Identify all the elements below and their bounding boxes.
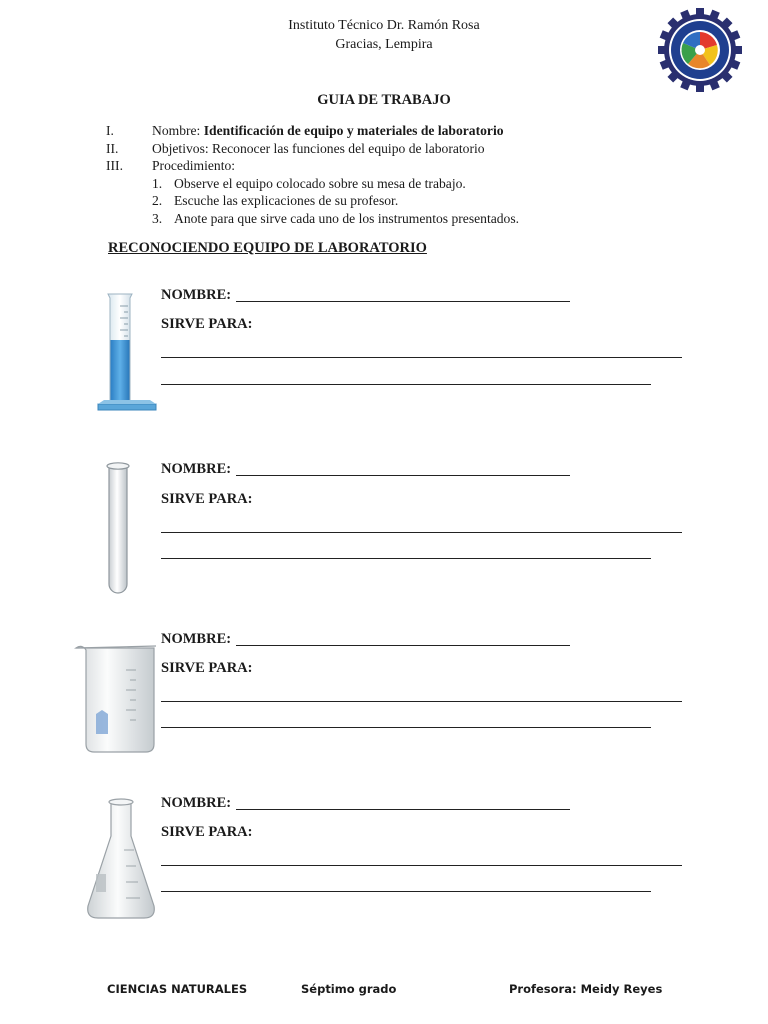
name-answer-line[interactable] [236, 645, 570, 646]
list-item [106, 122, 519, 140]
section-title: RECONOCIENDO EQUIPO DE LABORATORIO [108, 240, 427, 256]
graduated-cylinder-icon [94, 290, 160, 414]
step-item [106, 175, 519, 193]
purpose-answer-line[interactable] [161, 865, 682, 866]
topic-name: Identificación de equipo y materiales de laboratorio [203, 123, 504, 138]
list-number: II. [106, 140, 119, 156]
page-title: GUIA DE TRABAJO [317, 92, 451, 108]
footer-subject: CIENCIAS NATURALES [107, 982, 248, 996]
list-item [106, 140, 519, 158]
beaker-icon [72, 640, 162, 756]
list-label: Objetivos: Reconocer las funciones del equipo de laboratorio [152, 140, 485, 156]
test-tube-icon [100, 460, 136, 596]
purpose-answer-line[interactable] [161, 701, 682, 702]
purpose-label: SIRVE PARA: [161, 824, 253, 840]
step-text: Escuche las explicaciones de su profesor. [174, 193, 399, 209]
objectives-list [106, 122, 519, 228]
name-answer-line[interactable] [236, 475, 570, 476]
erlenmeyer-flask-icon [80, 796, 162, 926]
purpose-answer-line[interactable] [161, 532, 682, 533]
purpose-label: SIRVE PARA: [161, 316, 253, 332]
step-text: Observe el equipo colocado sobre su mesa de trabajo. [174, 175, 466, 191]
school-logo [658, 8, 742, 92]
name-label: NOMBRE: [161, 795, 232, 811]
step-text: Anote para que sirve cada uno de los instrumentos presentados. [174, 210, 520, 226]
institution-location: Gracias, Lempira [335, 37, 433, 52]
footer-grade: Séptimo grado [301, 982, 397, 996]
step-number: 1. [152, 175, 163, 191]
list-number: III. [106, 158, 123, 174]
name-label: NOMBRE: [161, 287, 232, 303]
list-label: Nombre: [152, 123, 204, 138]
purpose-label: SIRVE PARA: [161, 660, 253, 676]
name-label: NOMBRE: [161, 461, 232, 477]
purpose-label: SIRVE PARA: [161, 491, 253, 507]
list-item [106, 157, 519, 175]
purpose-answer-line[interactable] [161, 727, 651, 728]
institution-name: Instituto Técnico Dr. Ramón Rosa [288, 18, 480, 33]
step-item [106, 192, 519, 210]
name-answer-line[interactable] [236, 301, 570, 302]
purpose-answer-line[interactable] [161, 384, 651, 385]
list-label: Procedimiento: [152, 158, 236, 174]
step-item [106, 210, 519, 228]
list-number: I. [106, 123, 114, 138]
name-answer-line[interactable] [236, 809, 570, 810]
footer-teacher: Profesora: Meidy Reyes [509, 982, 663, 996]
step-number: 2. [152, 193, 163, 209]
purpose-answer-line[interactable] [161, 558, 651, 559]
step-number: 3. [152, 210, 163, 226]
name-label: NOMBRE: [161, 631, 232, 647]
purpose-answer-line[interactable] [161, 357, 682, 358]
purpose-answer-line[interactable] [161, 891, 651, 892]
